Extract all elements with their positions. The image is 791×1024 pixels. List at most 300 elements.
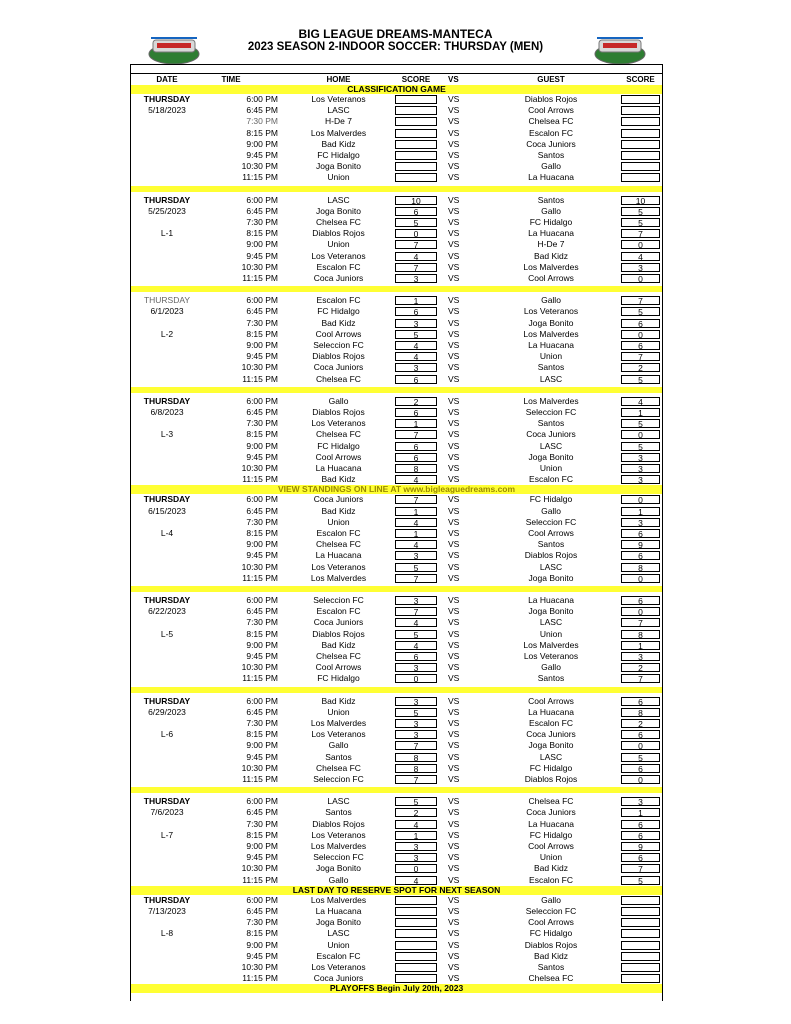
home-score <box>395 974 437 983</box>
guest-team: LASC <box>539 373 563 384</box>
vs-label: VS <box>448 328 460 339</box>
guest-score: 0 <box>621 574 660 583</box>
guest-score: 4 <box>621 397 660 406</box>
vs-label: VS <box>448 539 460 550</box>
guest-team: Union <box>539 463 563 473</box>
table-row <box>131 550 662 561</box>
guest-team: Cool Arrows <box>528 695 574 706</box>
table-row <box>131 763 662 774</box>
home-team: LASC <box>327 928 350 939</box>
vs-label: VS <box>448 340 460 350</box>
guest-team: Coca Juniors <box>526 807 576 818</box>
vs-label: VS <box>448 194 460 205</box>
banner- <box>131 186 662 192</box>
table-row <box>131 374 662 385</box>
table-row <box>131 251 662 262</box>
home-score: 3 <box>395 363 437 372</box>
home-team: Seleccion FC <box>313 340 364 350</box>
home-team: FC Hidalgo <box>317 673 360 684</box>
guest-team: Coca Juniors <box>526 138 576 149</box>
stadium-logo-icon <box>147 34 201 66</box>
game-time: 9:00 PM <box>246 340 278 350</box>
guest-team: Los Malverdes <box>523 261 579 272</box>
home-team: Chelsea FC <box>316 651 361 661</box>
home-team: Los Malverdes <box>310 127 367 138</box>
table-row <box>131 662 662 673</box>
guest-team: Santos <box>537 150 565 160</box>
game-time: 6:00 PM <box>246 494 278 505</box>
guest-score <box>621 963 660 972</box>
home-team: Los Veteranos <box>311 829 366 840</box>
table-row <box>131 951 662 962</box>
home-team: Bad Kidz <box>321 695 356 706</box>
home-score: 1 <box>395 529 437 538</box>
vs-label: VS <box>448 127 460 138</box>
week-day: THURSDAY <box>143 194 191 205</box>
vs-label: VS <box>448 494 460 505</box>
vs-label: VS <box>448 362 460 373</box>
table-row <box>131 852 662 863</box>
game-time: 8:15 PM <box>246 429 278 440</box>
table-row <box>131 707 662 718</box>
guest-team: Joga Bonito <box>528 740 574 751</box>
game-time: 6:00 PM <box>246 796 278 807</box>
vs-label: VS <box>448 595 460 605</box>
guest-score: 0 <box>621 274 660 283</box>
game-time: 9:00 PM <box>246 539 278 550</box>
guest-team: Gallo <box>541 205 561 216</box>
home-score: 8 <box>395 464 437 473</box>
table-row <box>131 517 662 528</box>
guest-score: 3 <box>621 475 660 484</box>
guest-team: Santos <box>537 418 565 429</box>
home-team: Cool Arrows <box>315 662 362 673</box>
guest-score: 3 <box>621 797 660 806</box>
home-team: H-De 7 <box>325 116 352 127</box>
week-date: 6/15/2023 <box>148 505 186 516</box>
home-team: Bad Kidz <box>321 317 356 328</box>
game-time: 9:45 PM <box>246 751 278 762</box>
game-time: 7:30 PM <box>246 116 278 127</box>
table-row <box>131 673 662 684</box>
week-label: L-8 <box>160 928 174 939</box>
home-score: 6 <box>395 442 437 451</box>
game-time: 10:30 PM <box>241 261 278 272</box>
guest-team: Escalon FC <box>529 127 573 138</box>
stadium-logo-icon <box>593 34 647 66</box>
game-time: 10:30 PM <box>241 161 278 172</box>
vs-label: VS <box>448 250 460 261</box>
guest-score: 1 <box>621 408 660 417</box>
guest-team: FC Hidalgo <box>529 928 573 939</box>
guest-score: 8 <box>621 563 660 572</box>
guest-score: 3 <box>621 453 660 462</box>
home-team: Joga Bonito <box>316 863 361 874</box>
guest-score: 7 <box>621 864 660 873</box>
guest-team: Santos <box>537 362 565 373</box>
game-time: 11:15 PM <box>242 273 278 283</box>
guest-team: Joga Bonito <box>528 451 574 462</box>
game-time: 11:15 PM <box>242 474 278 485</box>
guest-team: LASC <box>539 561 563 572</box>
guest-team: Bad Kidz <box>533 950 569 961</box>
home-score: 4 <box>395 618 437 627</box>
guest-score: 0 <box>621 775 660 784</box>
vs-label: VS <box>448 606 460 617</box>
home-score: 4 <box>395 341 437 350</box>
guest-score: 6 <box>621 764 660 773</box>
guest-team: Union <box>539 351 563 362</box>
game-time: 9:45 PM <box>246 250 278 261</box>
home-team: Union <box>327 706 350 717</box>
guest-team: Bad Kidz <box>533 863 569 874</box>
guest-score <box>621 117 660 126</box>
guest-score: 7 <box>621 352 660 361</box>
game-time: 9:00 PM <box>246 138 278 149</box>
vs-label: VS <box>448 273 460 283</box>
home-score: 6 <box>395 408 437 417</box>
home-team: Coca Juniors <box>313 494 364 505</box>
home-score: 7 <box>395 495 437 504</box>
vs-label: VS <box>448 239 460 250</box>
vs-label: VS <box>448 550 460 561</box>
schedule-table <box>130 64 663 1001</box>
table-row <box>131 606 662 617</box>
home-team: Escalon FC <box>316 295 361 306</box>
vs-label: VS <box>448 852 460 863</box>
home-team: Seleccion FC <box>313 852 364 863</box>
guest-team: Santos <box>537 673 565 684</box>
vs-label: VS <box>448 561 460 572</box>
home-score: 1 <box>395 831 437 840</box>
week-label: L-5 <box>160 628 174 639</box>
guest-score <box>621 929 660 938</box>
week-date: 6/29/2023 <box>148 706 186 717</box>
guest-team: Escalon FC <box>529 474 573 485</box>
game-time: 6:00 PM <box>246 194 278 205</box>
table-row <box>131 172 662 183</box>
game-time: 8:15 PM <box>246 628 278 639</box>
home-team: Diablos Rojos <box>312 228 365 239</box>
vs-label: VS <box>448 474 460 485</box>
home-team: Diablos Rojos <box>312 407 365 417</box>
home-score: 4 <box>395 641 437 650</box>
guest-team: Santos <box>537 539 565 550</box>
vs-label: VS <box>448 796 460 807</box>
home-team: Escalon FC <box>316 528 361 538</box>
table-row <box>131 729 662 740</box>
col-score-home: SCORE <box>401 75 431 84</box>
game-time: 9:45 PM <box>246 651 278 661</box>
guest-score: 0 <box>621 430 660 439</box>
guest-score: 5 <box>621 218 660 227</box>
guest-score: 2 <box>621 719 660 728</box>
guest-team: Gallo <box>541 295 561 306</box>
vs-label: VS <box>448 440 460 451</box>
col-guest: GUEST <box>537 75 565 84</box>
vs-label: VS <box>448 639 460 650</box>
vs-label: VS <box>448 295 460 306</box>
game-time: 9:00 PM <box>246 740 278 751</box>
table-row <box>131 139 662 150</box>
vs-label: VS <box>448 351 460 362</box>
home-score <box>395 173 437 182</box>
guest-score: 7 <box>621 296 660 305</box>
table-row <box>131 917 662 928</box>
guest-score: 3 <box>621 652 660 661</box>
table-row <box>131 206 662 217</box>
vs-label: VS <box>448 205 460 216</box>
vs-label: VS <box>448 874 460 885</box>
guest-team: Union <box>539 628 563 639</box>
guest-team: Gallo <box>541 161 561 172</box>
home-score: 5 <box>395 218 437 227</box>
home-score: 7 <box>395 430 437 439</box>
guest-score: 5 <box>621 307 660 316</box>
banner-standings: VIEW STANDINGS ON LINE AT www.bigleaguedreams.com <box>131 485 662 494</box>
week-day: THURSDAY <box>143 894 191 905</box>
game-time: 10:30 PM <box>241 662 278 673</box>
vs-label: VS <box>448 695 460 706</box>
game-time: 8:15 PM <box>246 127 278 138</box>
home-score: 3 <box>395 274 437 283</box>
home-score: 0 <box>395 864 437 873</box>
home-score: 4 <box>395 475 437 484</box>
home-team: Los Veteranos <box>311 250 366 261</box>
home-team: Escalon FC <box>316 606 361 617</box>
vs-label: VS <box>448 673 460 684</box>
table-row <box>131 506 662 517</box>
game-time: 9:00 PM <box>246 939 278 950</box>
home-score: 6 <box>395 307 437 316</box>
week-date: 6/8/2023 <box>150 407 184 417</box>
home-team: Los Veteranos <box>311 418 366 429</box>
guest-team: La Huacana <box>528 818 574 829</box>
table-row <box>131 940 662 951</box>
home-team: LASC <box>327 105 350 116</box>
home-score <box>395 129 437 138</box>
week-day: THURSDAY <box>143 395 191 406</box>
home-team: Joga Bonito <box>316 917 361 928</box>
guest-team: Union <box>539 852 563 863</box>
game-time: 10:30 PM <box>241 362 278 373</box>
week-day: THURSDAY <box>143 494 191 505</box>
week-day: THURSDAY <box>143 796 191 807</box>
home-team: Union <box>327 939 350 950</box>
week-label: L-6 <box>160 729 174 740</box>
home-score: 8 <box>395 753 437 762</box>
home-score: 5 <box>395 630 437 639</box>
guest-team: Gallo <box>541 505 561 516</box>
guest-team: Seleccion FC <box>525 516 577 527</box>
guest-team: Los Malverdes <box>523 328 579 339</box>
vs-label: VS <box>448 950 460 961</box>
home-team: Chelsea FC <box>316 762 361 773</box>
table-row <box>131 819 662 830</box>
vs-label: VS <box>448 729 460 740</box>
guest-team: Los Malverdes <box>523 395 579 406</box>
game-time: 11:15 PM <box>242 874 278 885</box>
home-score: 1 <box>395 296 437 305</box>
home-score: 3 <box>395 596 437 605</box>
game-time: 10:30 PM <box>241 762 278 773</box>
home-team: Los Malverdes <box>310 841 367 851</box>
guest-score: 1 <box>621 507 660 516</box>
home-team: Santos <box>325 751 352 762</box>
game-time: 7:30 PM <box>246 718 278 728</box>
game-time: 6:45 PM <box>246 807 278 818</box>
guest-team: Diablos Rojos <box>524 94 578 104</box>
guest-score: 9 <box>621 540 660 549</box>
week-date: 7/13/2023 <box>148 906 186 916</box>
guest-team: Joga Bonito <box>528 572 574 583</box>
guest-score <box>621 941 660 950</box>
home-score <box>395 162 437 171</box>
home-team: Cool Arrows <box>315 451 362 462</box>
table-row <box>131 906 662 917</box>
week-label: L-4 <box>160 528 174 538</box>
home-team: Bad Kidz <box>321 138 356 149</box>
game-time: 8:15 PM <box>246 829 278 840</box>
home-team: Gallo <box>328 740 349 751</box>
guest-score: 6 <box>621 697 660 706</box>
guest-score: 5 <box>621 753 660 762</box>
home-score: 5 <box>395 330 437 339</box>
week-label: L-3 <box>160 429 174 440</box>
guest-team: Joga Bonito <box>528 606 574 617</box>
guest-score: 0 <box>621 330 660 339</box>
vs-label: VS <box>448 762 460 773</box>
home-score: 0 <box>395 674 437 683</box>
home-score <box>395 907 437 916</box>
game-time: 6:45 PM <box>246 306 278 317</box>
week-date: 6/22/2023 <box>148 606 186 617</box>
table-row <box>131 774 662 785</box>
vs-label: VS <box>448 751 460 762</box>
vs-label: VS <box>448 516 460 527</box>
week-label: L-1 <box>160 228 174 239</box>
game-time: 11:15 PM <box>242 774 278 784</box>
week-date: 7/6/2023 <box>150 807 184 818</box>
table-row <box>131 595 662 606</box>
vs-label: VS <box>448 818 460 829</box>
table-row <box>131 362 662 373</box>
home-score <box>395 952 437 961</box>
home-team: Union <box>327 516 350 527</box>
col-time: TIME <box>221 75 241 84</box>
guest-score: 5 <box>621 207 660 216</box>
game-time: 6:45 PM <box>246 606 278 617</box>
vs-label: VS <box>448 138 460 149</box>
guest-team: Los Veteranos <box>523 306 579 317</box>
vs-label: VS <box>448 418 460 429</box>
table-row <box>131 94 662 105</box>
guest-score <box>621 162 660 171</box>
game-time: 9:00 PM <box>246 440 278 451</box>
home-score: 6 <box>395 207 437 216</box>
table-row <box>131 629 662 640</box>
guest-score <box>621 896 660 905</box>
guest-score <box>621 907 660 916</box>
game-time: 8:15 PM <box>246 528 278 538</box>
game-time: 9:45 PM <box>246 150 278 160</box>
guest-team: Escalon FC <box>529 874 573 885</box>
home-score: 3 <box>395 853 437 862</box>
game-time: 7:30 PM <box>246 317 278 328</box>
home-team: Escalon FC <box>316 950 361 961</box>
guest-team: Cool Arrows <box>528 917 574 928</box>
home-score: 4 <box>395 252 437 261</box>
home-score: 3 <box>395 551 437 560</box>
home-team: Joga Bonito <box>316 161 361 172</box>
guest-score: 0 <box>621 607 660 616</box>
week-label: L-2 <box>160 328 174 339</box>
game-time: 8:15 PM <box>246 928 278 939</box>
home-team: Joga Bonito <box>316 205 361 216</box>
home-score: 7 <box>395 240 437 249</box>
banner-playoffs: PLAYOFFS Begin July 20th, 2023 <box>131 984 662 993</box>
table-row <box>131 640 662 651</box>
table-row <box>131 273 662 284</box>
guest-score <box>621 173 660 182</box>
vs-label: VS <box>448 962 460 972</box>
home-score <box>395 896 437 905</box>
guest-score: 3 <box>621 263 660 272</box>
home-team: Los Malverdes <box>310 572 367 583</box>
guest-team: Escalon FC <box>529 718 573 728</box>
game-time: 9:45 PM <box>246 852 278 863</box>
game-time: 6:00 PM <box>246 295 278 306</box>
vs-label: VS <box>448 740 460 751</box>
home-score: 5 <box>395 708 437 717</box>
guest-team: Seleccion FC <box>525 407 577 417</box>
guest-score: 3 <box>621 464 660 473</box>
home-team: Los Veteranos <box>311 729 366 740</box>
home-team: Gallo <box>328 874 349 885</box>
vs-label: VS <box>448 662 460 673</box>
col-score-guest: SCORE <box>626 75 655 84</box>
home-score: 4 <box>395 352 437 361</box>
game-time: 10:30 PM <box>241 463 278 473</box>
guest-score: 6 <box>621 529 660 538</box>
home-team: Seleccion FC <box>313 595 364 605</box>
game-time: 8:15 PM <box>246 328 278 339</box>
home-team: Coca Juniors <box>313 617 364 628</box>
home-score: 1 <box>395 507 437 516</box>
home-score: 4 <box>395 540 437 549</box>
guest-score: 4 <box>621 252 660 261</box>
vs-label: VS <box>448 528 460 538</box>
table-row <box>131 740 662 751</box>
game-time: 11:15 PM <box>242 172 278 183</box>
table-row <box>131 651 662 662</box>
guest-score: 1 <box>621 641 660 650</box>
guest-team: Cool Arrows <box>528 528 574 538</box>
home-score <box>395 963 437 972</box>
guest-score: 8 <box>621 708 660 717</box>
table-row <box>131 217 662 228</box>
home-team: La Huacana <box>315 906 362 916</box>
game-time: 9:45 PM <box>246 351 278 362</box>
game-time: 6:00 PM <box>246 894 278 905</box>
home-team: Coca Juniors <box>313 362 364 373</box>
guest-score: 2 <box>621 663 660 672</box>
home-team: La Huacana <box>315 463 362 473</box>
game-time: 6:00 PM <box>246 395 278 406</box>
table-row <box>131 161 662 172</box>
table-row <box>131 830 662 841</box>
table-row <box>131 539 662 550</box>
